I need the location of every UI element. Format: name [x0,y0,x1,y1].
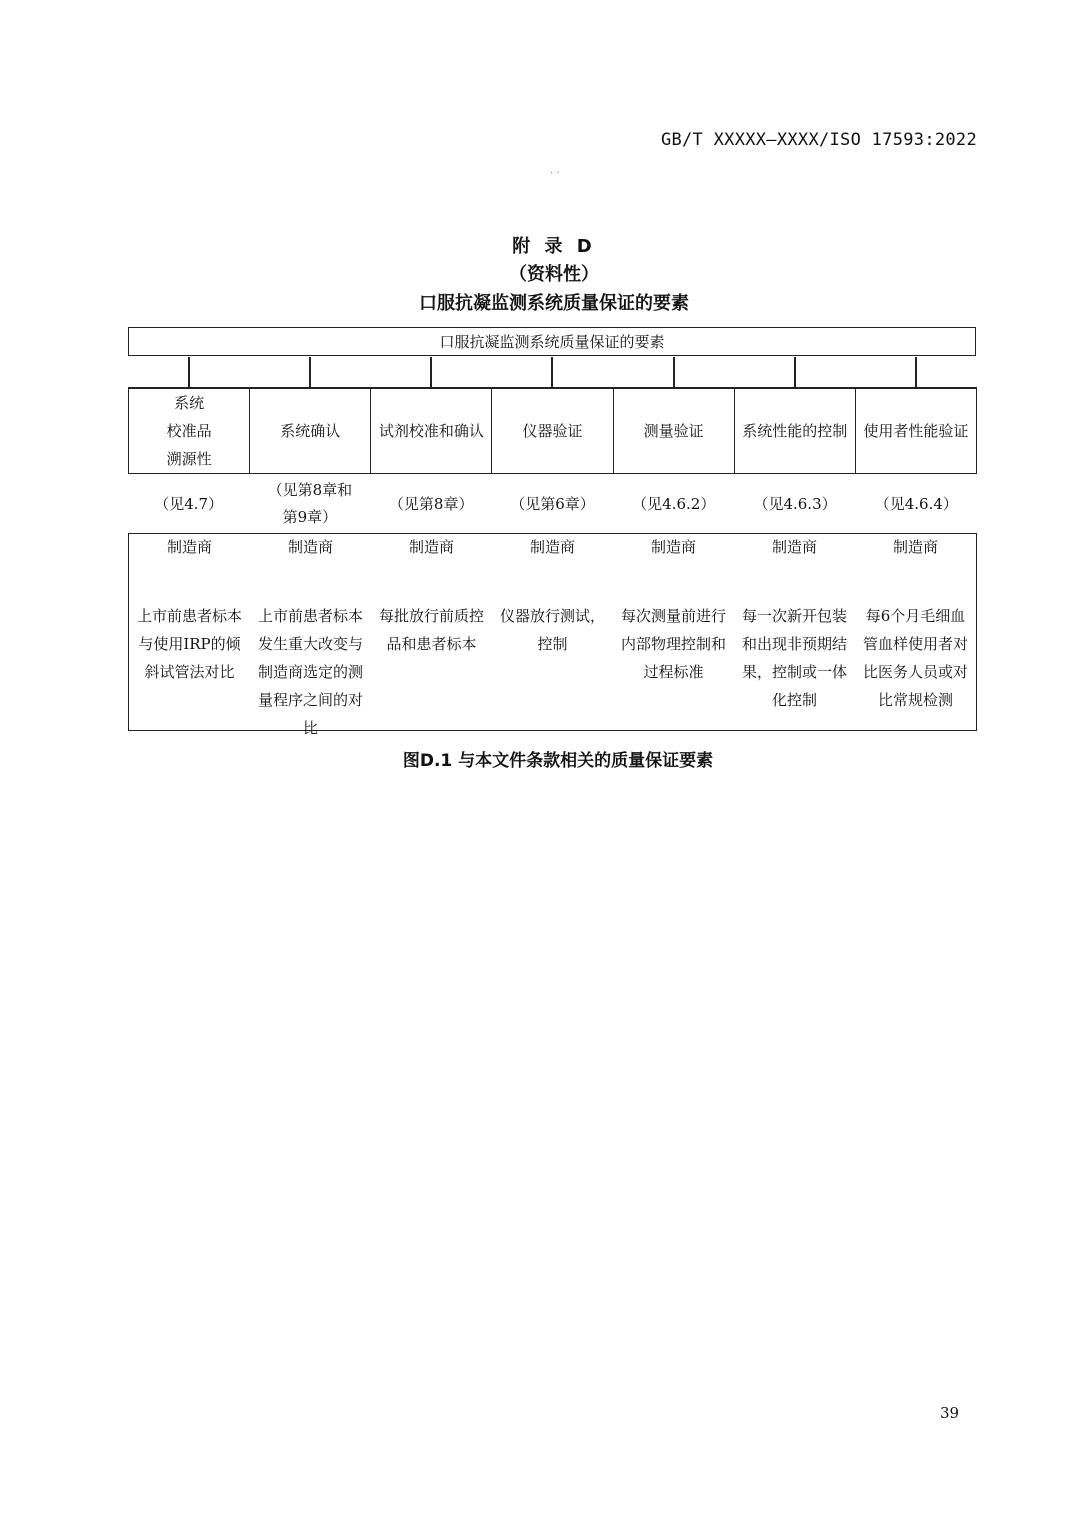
detail-description: 每次测量前进行 内部物理控制和 过程标准 [620,607,726,681]
category-label: 测量验证 [643,421,704,440]
category-cell [856,388,976,473]
figure-caption: 图D.1 与本文件条款相关的质量保证要素 [402,751,714,771]
responsible-party: 制造商 [771,538,817,556]
detail-description: 每一次新开包装 和出现非预期结 果，控制或一体 化控制 [741,607,847,709]
responsible-party: 制造商 [287,538,333,556]
connector-line [309,357,311,388]
category-label: 系统性能的控制 [742,421,848,440]
detail-cell [734,534,855,730]
page-number: 39 [940,1404,960,1422]
reference-label: （见4.6.3） [753,494,837,513]
connector-line [915,357,917,388]
reference-cell [856,477,977,531]
reference-label: （见4.6.2） [632,494,716,513]
standard-header: GB/T XXXXX—XXXX/ISO 17593:2022 [660,130,977,150]
category-label: 系统 校准品 溯源性 [166,393,212,468]
annex-type: （资料性） [509,264,599,285]
responsible-party: 制造商 [529,538,575,556]
detail-cell [371,534,492,730]
page-marks: · · [550,168,560,179]
connector-line [551,357,553,388]
responsible-party: 制造商 [650,538,696,556]
reference-cell [734,477,855,531]
reference-cell [371,477,492,531]
detail-description: 每6个月毛细血 管血样使用者对 比医务人员或对 比常规检测 [862,607,968,709]
detail-cell [855,534,976,730]
reference-label: （见第8章和 第9章） [267,481,353,526]
reference-cell [613,477,734,531]
detail-description: 仪器放行测试， 控制 [499,607,605,653]
category-label: 系统确认 [280,421,341,440]
reference-cell [492,477,613,531]
reference-label: （见第8章） [388,494,474,513]
detail-description: 每批放行前质控 品和患者标本 [378,607,484,653]
reference-label: （见4.7） [154,494,224,513]
category-row [128,387,977,474]
responsible-party: 制造商 [408,538,454,556]
category-cell [371,388,492,473]
annex-heading: 口服抗凝监测系统质量保证的要素 [419,293,689,314]
category-cell [129,388,250,473]
responsible-party: 制造商 [166,538,212,556]
responsible-party: 制造商 [892,538,938,556]
detail-cell [613,534,734,730]
detail-cell [129,534,250,730]
reference-cell [249,477,370,531]
connector-line [430,357,432,388]
category-label: 仪器验证 [522,421,583,440]
reference-row [128,477,977,531]
category-label: 试剂校准和确认 [378,421,484,440]
reference-label: （见第6章） [510,494,595,513]
reference-cell [128,477,249,531]
category-cell [614,388,735,473]
detail-box [128,533,977,737]
category-label: 使用者性能验证 [863,421,969,440]
connector-line [794,357,796,388]
annex-title: 附 录 D [512,236,596,257]
reference-label: （见4.6.4） [874,494,958,513]
connector-line [673,357,675,388]
connector-line [188,357,190,388]
detail-description: 上市前患者标本 与使用IRP的倾 斜试管法对比 [136,607,242,681]
detail-cell [492,534,613,730]
category-cell [735,388,856,473]
detail-cell [250,534,371,737]
diagram-root-box: 口服抗凝监测系统质量保证的要素 [128,327,976,356]
detail-description: 上市前患者标本 发生重大改变与 制造商选定的测 量程序之间的对 比 [257,607,363,737]
category-cell [250,388,371,473]
category-cell [492,388,613,473]
